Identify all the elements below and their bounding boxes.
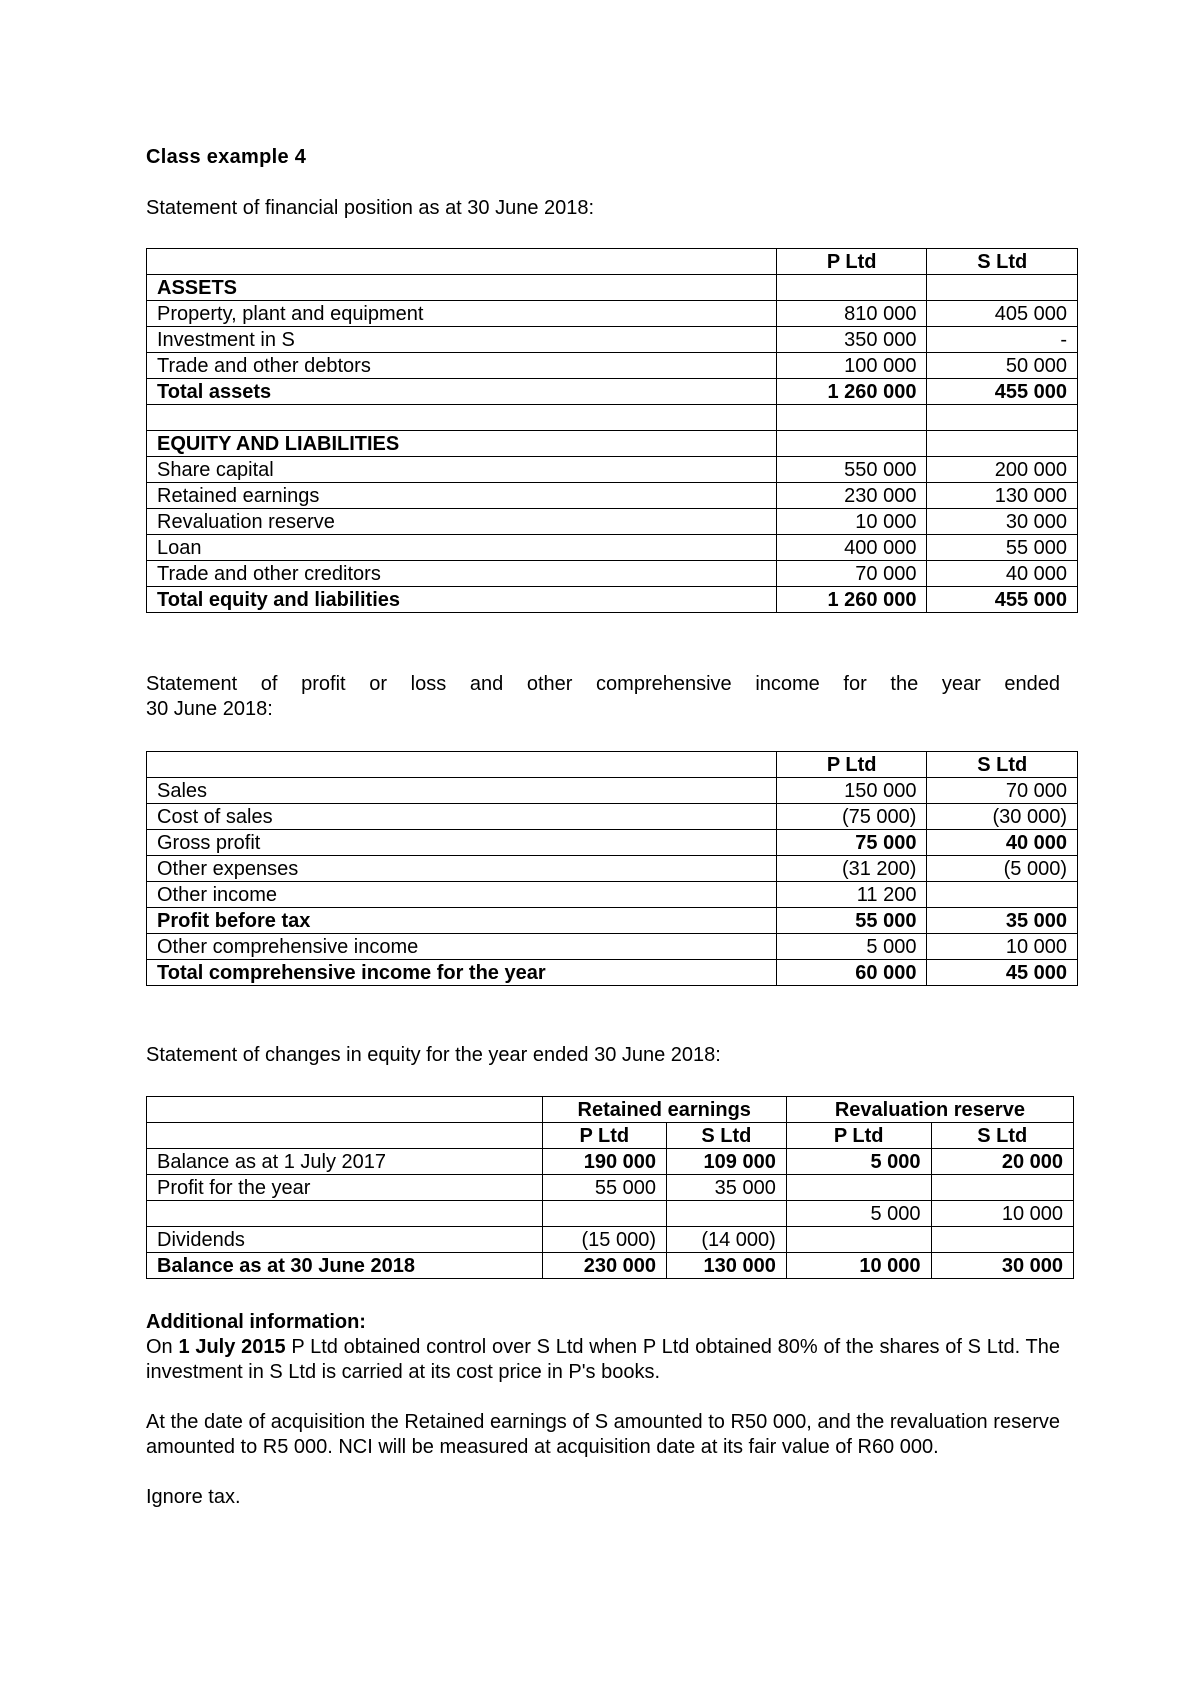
row-label: Cost of sales xyxy=(147,804,777,830)
rr-p-ltd-value xyxy=(786,1227,931,1253)
s-ltd-value: - xyxy=(927,327,1078,353)
table-row xyxy=(147,830,1078,856)
row-label: Revaluation reserve xyxy=(147,509,777,535)
table-row xyxy=(147,535,1078,561)
row-label xyxy=(147,405,777,431)
p-ltd-value: 100 000 xyxy=(776,353,927,379)
table-row xyxy=(147,1175,1074,1201)
re-s-ltd-value: (14 000) xyxy=(667,1227,787,1253)
s-ltd-value: 455 000 xyxy=(927,379,1078,405)
re-s-ltd-value: 130 000 xyxy=(667,1253,787,1279)
soce-heading: Statement of changes in equity for the year ended 30 June 2018: xyxy=(146,1044,721,1066)
sofp-heading: Statement of financial position as at 30 June 2018: xyxy=(146,197,595,219)
rr-p-ltd-value: 10 000 xyxy=(786,1253,931,1279)
table-row xyxy=(147,908,1078,934)
sofp-header-blank xyxy=(147,249,777,275)
rr-s-ltd-value: 10 000 xyxy=(931,1201,1073,1227)
row-label: Loan xyxy=(147,535,777,561)
p-ltd-value: 1 260 000 xyxy=(776,379,927,405)
sofp-table xyxy=(146,248,1078,613)
s-ltd-value: 45 000 xyxy=(927,960,1078,986)
p-ltd-value xyxy=(776,405,927,431)
s-ltd-value: 40 000 xyxy=(927,561,1078,587)
table-row xyxy=(147,275,1078,301)
p-ltd-value: 230 000 xyxy=(776,483,927,509)
row-label: Other comprehensive income xyxy=(147,934,777,960)
rr-p-ltd-value: 5 000 xyxy=(786,1201,931,1227)
s-ltd-value: (30 000) xyxy=(927,804,1078,830)
soci-header-blank xyxy=(147,752,777,778)
sofp-col-p: P Ltd xyxy=(776,249,927,275)
row-label: Investment in S xyxy=(147,327,777,353)
table-row xyxy=(147,457,1078,483)
rr-s-ltd-value: 20 000 xyxy=(931,1149,1073,1175)
s-ltd-value: 200 000 xyxy=(927,457,1078,483)
s-ltd-value: (5 000) xyxy=(927,856,1078,882)
row-label: Sales xyxy=(147,778,777,804)
re-s-ltd-value: 109 000 xyxy=(667,1149,787,1175)
soce-col-rr-p: P Ltd xyxy=(786,1123,931,1149)
soci-header-row xyxy=(147,752,1078,778)
table-row xyxy=(147,561,1078,587)
p-ltd-value: 70 000 xyxy=(776,561,927,587)
soce-group-retained-earnings: Retained earnings xyxy=(542,1097,786,1123)
table-row xyxy=(147,587,1078,613)
rr-s-ltd-value: 30 000 xyxy=(931,1253,1073,1279)
row-label: Share capital xyxy=(147,457,777,483)
row-label: EQUITY AND LIABILITIES xyxy=(147,431,777,457)
row-label: Dividends xyxy=(147,1227,543,1253)
soce-col-re-s: S Ltd xyxy=(667,1123,787,1149)
soci-col-s: S Ltd xyxy=(927,752,1078,778)
sofp-col-s: S Ltd xyxy=(927,249,1078,275)
soci-heading-line2: 30 June 2018: xyxy=(146,698,273,720)
table-row xyxy=(147,509,1078,535)
s-ltd-value: 405 000 xyxy=(927,301,1078,327)
p-ltd-value xyxy=(776,431,927,457)
table-row xyxy=(147,1149,1074,1175)
s-ltd-value: 55 000 xyxy=(927,535,1078,561)
table-row xyxy=(147,934,1078,960)
soce-subheader-blank xyxy=(147,1123,543,1149)
row-label: Trade and other debtors xyxy=(147,353,777,379)
table-row xyxy=(147,353,1078,379)
table-row xyxy=(147,960,1078,986)
p-ltd-value: 350 000 xyxy=(776,327,927,353)
s-ltd-value xyxy=(927,405,1078,431)
soce-group-revaluation-reserve: Revaluation reserve xyxy=(786,1097,1073,1123)
p-ltd-value: 75 000 xyxy=(776,830,927,856)
soci-heading-line1: Statement of profit or loss and other comprehensive income for the year ended xyxy=(146,673,1060,695)
s-ltd-value: 130 000 xyxy=(927,483,1078,509)
s-ltd-value: 70 000 xyxy=(927,778,1078,804)
table-row xyxy=(147,405,1078,431)
p-ltd-value: 55 000 xyxy=(776,908,927,934)
row-label: Other income xyxy=(147,882,777,908)
p-ltd-value xyxy=(776,275,927,301)
p-ltd-value: (75 000) xyxy=(776,804,927,830)
p-ltd-value: 810 000 xyxy=(776,301,927,327)
row-label: Gross profit xyxy=(147,830,777,856)
p-ltd-value: 10 000 xyxy=(776,509,927,535)
table-row xyxy=(147,778,1078,804)
re-p-ltd-value xyxy=(542,1201,666,1227)
re-s-ltd-value: 35 000 xyxy=(667,1175,787,1201)
rr-p-ltd-value: 5 000 xyxy=(786,1149,931,1175)
s-ltd-value: 455 000 xyxy=(927,587,1078,613)
p-ltd-value: 150 000 xyxy=(776,778,927,804)
row-label: ASSETS xyxy=(147,275,777,301)
s-ltd-value: 40 000 xyxy=(927,830,1078,856)
soce-table xyxy=(146,1096,1074,1279)
row-label: Total assets xyxy=(147,379,777,405)
re-p-ltd-value: (15 000) xyxy=(542,1227,666,1253)
row-label: Other expenses xyxy=(147,856,777,882)
p-ltd-value: 5 000 xyxy=(776,934,927,960)
row-label: Retained earnings xyxy=(147,483,777,509)
s-ltd-value: 30 000 xyxy=(927,509,1078,535)
table-row xyxy=(147,1201,1074,1227)
table-row xyxy=(147,804,1078,830)
table-row xyxy=(147,327,1078,353)
p-ltd-value: (31 200) xyxy=(776,856,927,882)
s-ltd-value: 10 000 xyxy=(927,934,1078,960)
re-p-ltd-value: 55 000 xyxy=(542,1175,666,1201)
soci-table xyxy=(146,751,1078,986)
p-ltd-value: 400 000 xyxy=(776,535,927,561)
additional-para-3: Ignore tax. xyxy=(146,1486,241,1508)
s-ltd-value xyxy=(927,431,1078,457)
re-p-ltd-value: 230 000 xyxy=(542,1253,666,1279)
rr-s-ltd-value xyxy=(931,1175,1073,1201)
row-label: Balance as at 30 June 2018 xyxy=(147,1253,543,1279)
p-ltd-value: 60 000 xyxy=(776,960,927,986)
table-row xyxy=(147,1227,1074,1253)
para-1-date: 1 July 2015 xyxy=(178,1336,286,1358)
rr-p-ltd-value xyxy=(786,1175,931,1201)
soce-group-blank xyxy=(147,1097,543,1123)
soce-group-row xyxy=(147,1097,1074,1123)
additional-para-2: At the date of acquisition the Retained earnings of S amounted to R50 000, and the revaluation reserve amounted to R5 000. NCI will be measured at acquisition date at its fair value of R60 000. xyxy=(146,1411,1060,1458)
table-row xyxy=(147,856,1078,882)
para-1-text: P Ltd obtained control over S Ltd when P Ltd obtained 80% of the shares of S Ltd. The investment in S Ltd is carried at its cost price in P's books. xyxy=(146,1336,1060,1383)
s-ltd-value xyxy=(927,882,1078,908)
para-1-prefix: On xyxy=(146,1336,179,1358)
additional-information xyxy=(146,1310,1060,1510)
row-label: Balance as at 1 July 2017 xyxy=(147,1149,543,1175)
p-ltd-value: 11 200 xyxy=(776,882,927,908)
p-ltd-value: 1 260 000 xyxy=(776,587,927,613)
table-row xyxy=(147,1253,1074,1279)
row-label: Trade and other creditors xyxy=(147,561,777,587)
s-ltd-value: 35 000 xyxy=(927,908,1078,934)
table-row xyxy=(147,483,1078,509)
additional-para-1 xyxy=(146,1335,1060,1385)
s-ltd-value xyxy=(927,275,1078,301)
row-label xyxy=(147,1201,543,1227)
soce-col-rr-s: S Ltd xyxy=(931,1123,1073,1149)
table-row xyxy=(147,431,1078,457)
row-label: Property, plant and equipment xyxy=(147,301,777,327)
rr-s-ltd-value xyxy=(931,1227,1073,1253)
row-label: Total comprehensive income for the year xyxy=(147,960,777,986)
soce-col-re-p: P Ltd xyxy=(542,1123,666,1149)
row-label: Total equity and liabilities xyxy=(147,587,777,613)
soce-subheader-row xyxy=(147,1123,1074,1149)
re-p-ltd-value: 190 000 xyxy=(542,1149,666,1175)
p-ltd-value: 550 000 xyxy=(776,457,927,483)
document-title: Class example 4 xyxy=(146,146,307,168)
table-row xyxy=(147,301,1078,327)
table-row xyxy=(147,882,1078,908)
additional-heading: Additional information: xyxy=(146,1311,366,1333)
soci-col-p: P Ltd xyxy=(776,752,927,778)
re-s-ltd-value xyxy=(667,1201,787,1227)
table-row xyxy=(147,379,1078,405)
row-label: Profit for the year xyxy=(147,1175,543,1201)
s-ltd-value: 50 000 xyxy=(927,353,1078,379)
row-label: Profit before tax xyxy=(147,908,777,934)
sofp-header-row xyxy=(147,249,1078,275)
